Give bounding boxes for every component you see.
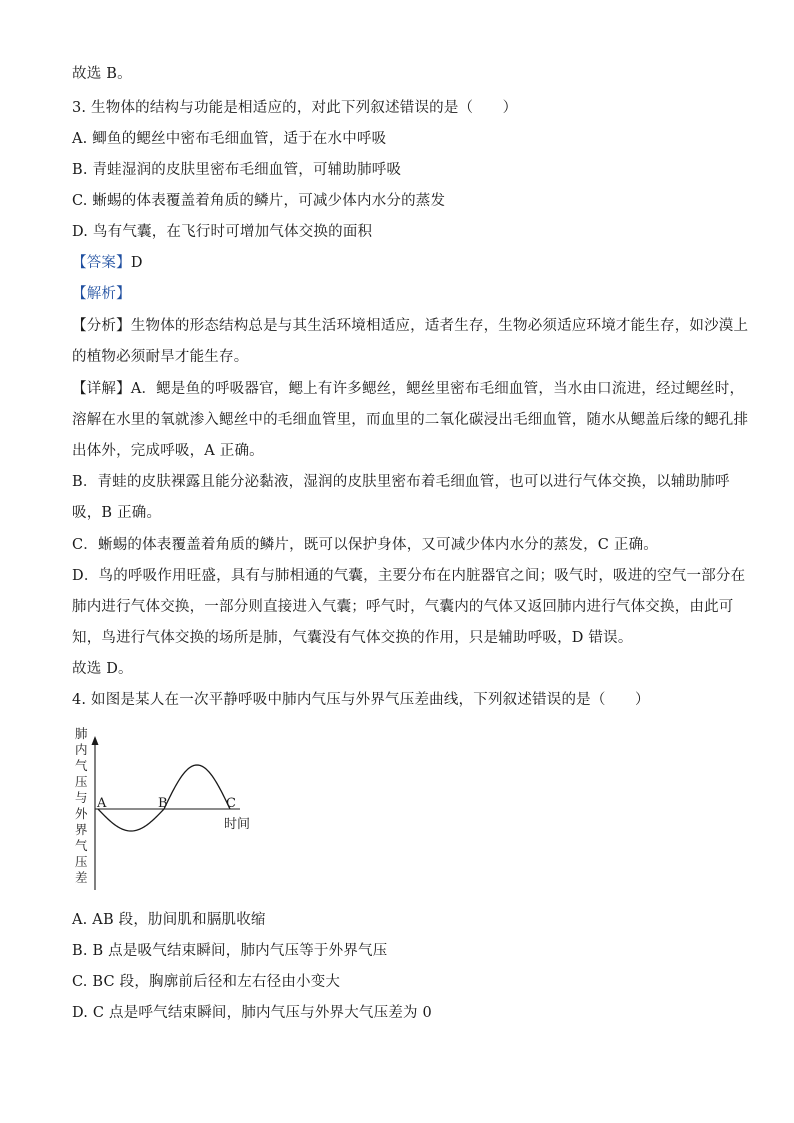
text-line: 故选 B。 <box>72 66 132 82</box>
y-axis-arrow-icon <box>92 736 99 745</box>
y-axis-label-char: 外 <box>75 806 88 821</box>
point-label-c: C <box>226 796 236 811</box>
y-axis-label-char: 气 <box>75 838 88 853</box>
question-3-option-a: A. 鲫鱼的鳃丝中密布毛细血管，适于在水中呼吸 <box>72 131 387 147</box>
question-3-option-c: C. 蜥蜴的体表覆盖着角质的鳞片，可减少体内水分的蒸发 <box>72 193 446 209</box>
y-axis-label-char: 差 <box>75 870 88 885</box>
text-line: 吸，B 正确。 <box>72 505 162 521</box>
answer-value: D <box>130 255 143 271</box>
question-4-option-a: A. AB 段，肋间肌和膈肌收缩 <box>72 912 266 928</box>
y-axis-label-char: 压 <box>75 774 88 789</box>
y-axis-label-char: 界 <box>75 822 88 837</box>
text-line: B．青蛙的皮肤裸露且能分泌黏液，湿润的皮肤里密布着毛细血管，也可以进行气体交换，以辅助肺呼 <box>72 474 730 490</box>
y-axis-label-char: 气 <box>75 758 88 773</box>
analysis-tag: 【解析】 <box>72 286 131 302</box>
text-line: 溶解在水里的氧就渗入鳃丝中的毛细血管里，而血里的二氧化碳浸出毛细血管，随水从鳃盖后缘的鳃孔排 <box>72 412 749 428</box>
question-4-stem: 4. 如图是某人在一次平静呼吸中肺内气压与外界气压差曲线，下列叙述错误的是（ ） <box>72 692 650 708</box>
detail-tag: 【详解】 <box>72 381 131 397</box>
text-line: 故选 D。 <box>72 661 133 677</box>
answer-line <box>72 253 143 273</box>
detail-line <box>72 379 744 399</box>
point-label-b: B <box>158 796 168 811</box>
point-label-a: A <box>97 796 107 811</box>
question-3-option-b: B. 青蛙湿润的皮肤里密布毛细血管，可辅助肺呼吸 <box>72 162 402 178</box>
chart-svg <box>70 726 260 896</box>
text-line: 出体外，完成呼吸，A 正确。 <box>72 443 264 459</box>
text-line: 的植物必须耐旱才能生存。 <box>72 349 249 365</box>
text-line: D．鸟的呼吸作用旺盛，具有与肺相通的气囊，主要分布在内脏器官之间；吸气时，吸进的空气一部分在 <box>72 568 746 584</box>
pressure-difference-chart <box>70 726 260 896</box>
x-axis-label: 时间 <box>224 817 251 832</box>
y-axis-label-char: 压 <box>75 854 88 869</box>
text-line: 知，鸟进行气体交换的场所是肺，气囊没有气体交换的作用，只是辅助呼吸，D 错误。 <box>72 630 633 646</box>
y-axis-label-char: 肺 <box>75 726 88 741</box>
detail-text: A．鳃是鱼的呼吸器官，鳃上有许多鳃丝，鳃丝里密布毛细血管，当水由口流进，经过鳃丝时， <box>130 381 745 397</box>
question-3-stem: 3. 生物体的结构与功能是相适应的，对此下列叙述错误的是（ ） <box>72 100 518 116</box>
question-4-option-b: B. B 点是吸气结束瞬间，肺内气压等于外界气压 <box>72 943 388 959</box>
text-line: C．蜥蜴的体表覆盖着角质的鳞片，既可以保护身体，又可减少体内水分的蒸发，C 正确。 <box>72 537 658 553</box>
analysis-summary-text: 生物体的形态结构总是与其生活环境相适应，适者生存，生物必须适应环境才能生存，如沙漠上 <box>130 318 749 334</box>
analysis-summary-line <box>72 316 748 336</box>
question-3-option-d: D. 鸟有气囊，在飞行时可增加气体交换的面积 <box>72 224 373 240</box>
y-axis-label <box>75 726 88 885</box>
analysis-line <box>72 284 131 304</box>
question-4-option-c: C. BC 段，胸廓前后径和左右径由小变大 <box>72 974 341 990</box>
question-4-option-d: D. C 点是呼气结束瞬间，肺内气压与外界大气压差为 0 <box>72 1005 432 1021</box>
answer-tag: 【答案】 <box>72 255 131 271</box>
analysis-summary-tag: 【分析】 <box>72 318 131 334</box>
y-axis-label-char: 与 <box>75 790 88 805</box>
text-line: 肺内进行气体交换，一部分则直接进入气囊；呼气时，气囊内的气体又返回肺内进行气体交换，由此可 <box>72 599 734 615</box>
y-axis-label-char: 内 <box>75 742 88 757</box>
